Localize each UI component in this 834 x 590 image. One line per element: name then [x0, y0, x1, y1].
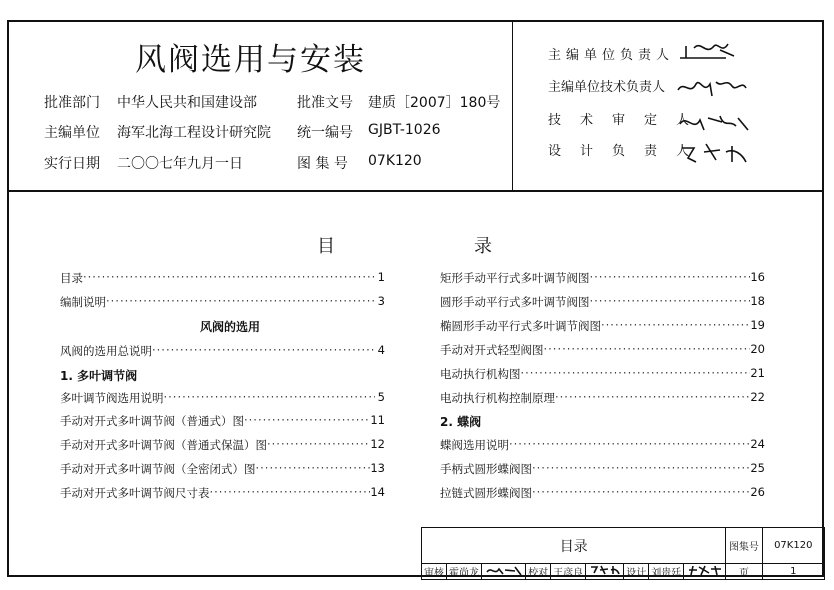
approval-dept: 中华人民共和国建设部: [117, 95, 257, 111]
toc-section-heading: 2. 蝶阀: [440, 415, 482, 429]
toc-entry[interactable]: [60, 461, 385, 477]
leader-dots: [164, 390, 376, 406]
designer-signature: [684, 564, 726, 580]
reviewer-signature: [482, 564, 526, 580]
leader-dots: [244, 413, 370, 429]
toc-heading: 录: [474, 236, 492, 257]
unified-no-label: 统一编号: [297, 125, 353, 141]
atlas-no: 07K120: [368, 153, 422, 169]
toc-entry-label: 矩形手动平行式多叶调节阀图: [440, 271, 590, 285]
toc-entry-label: 手动对开式多叶调节阀（全密闭式）图: [60, 462, 256, 476]
toc-entry-label: 手动对开式多叶调节阀（普通式保温）图: [60, 438, 267, 452]
toc-entry-page: 19: [750, 318, 765, 332]
toc-entry-label: 电动执行机构控制原理: [440, 391, 555, 405]
toc-entry[interactable]: [440, 390, 765, 406]
effective-date: 二〇〇七年九月一日: [117, 156, 243, 172]
toc-entry-label: 圆形手动平行式多叶调节阀图: [440, 295, 590, 309]
reviewer: 霍尚龙: [447, 564, 482, 580]
toc-entry[interactable]: [440, 318, 765, 334]
editor-unit: 海军北海工程设计研究院: [117, 125, 271, 141]
unified-no: GJBT-1026: [368, 122, 441, 138]
signatory-role: 技术审定人: [548, 113, 709, 128]
toc-entry[interactable]: [60, 485, 385, 501]
review-label: 审核: [422, 564, 447, 580]
toc-heading: 目: [317, 236, 335, 257]
toc-entry-page: 20: [750, 342, 765, 356]
toc-entry-page: 12: [370, 437, 385, 451]
toc-entry-page: 5: [377, 390, 385, 404]
toc-entry[interactable]: [60, 413, 385, 429]
toc-entry[interactable]: [60, 437, 385, 453]
toc-entry-page: 16: [750, 270, 765, 284]
toc-entry-page: 26: [750, 485, 765, 499]
leader-dots: [83, 270, 375, 286]
toc-entry-label: 手动对开式多叶调节阀尺寸表: [60, 486, 210, 500]
toc-entry[interactable]: [60, 390, 385, 406]
atlas-no-label: 图 集 号: [297, 156, 348, 172]
check-label: 校对: [526, 564, 551, 580]
leader-dots: [521, 366, 751, 382]
approval-doc: 建质［2007］180号: [368, 95, 501, 111]
toc-entry-page: 18: [750, 294, 765, 308]
atlas-title: 风阀选用与安装: [135, 42, 366, 78]
checker-signature: [586, 564, 624, 580]
leader-dots: [267, 437, 370, 453]
toc-entry-page: 3: [377, 294, 385, 308]
toc-entry[interactable]: [440, 294, 765, 310]
toc-entry-label: 多叶调节阀选用说明: [60, 391, 164, 405]
header-vertical-divider: [512, 20, 513, 191]
toc-entry[interactable]: [60, 294, 385, 310]
toc-entry-label: 电动执行机构图: [440, 367, 521, 381]
toc-entry[interactable]: [440, 270, 765, 286]
toc-entry[interactable]: [440, 461, 765, 477]
toc-entry-page: 11: [370, 413, 385, 427]
toc-entry-label: 手动对开式轻型阀图: [440, 343, 544, 357]
leader-dots: [590, 270, 751, 286]
approval-dept-label: 批准部门: [44, 95, 100, 111]
design-label: 设计: [624, 564, 649, 580]
effective-date-label: 实行日期: [44, 156, 100, 172]
toc-entry[interactable]: [440, 342, 765, 358]
toc-entry[interactable]: [440, 437, 765, 453]
toc-entry-label: 手柄式圆形蝶阀图: [440, 462, 532, 476]
signatures: [676, 36, 766, 166]
leader-dots: [601, 318, 750, 334]
leader-dots: [590, 294, 751, 310]
toc-entry-page: 14: [370, 485, 385, 499]
leader-dots: [256, 461, 371, 477]
leader-dots: [544, 342, 751, 358]
toc-entry-label: 编制说明: [60, 295, 106, 309]
signatory-role: 主编单位技术负责人: [548, 80, 666, 95]
leader-dots: [210, 485, 371, 501]
toc-entry-page: 24: [750, 437, 765, 451]
leader-dots: [152, 343, 375, 359]
toc-section-heading: 风阀的选用: [200, 320, 261, 334]
signatory-role: 设计负责人: [548, 144, 709, 159]
toc-entry[interactable]: [60, 270, 385, 286]
toc-entry[interactable]: [440, 366, 765, 382]
toc-entry-page: 21: [750, 366, 765, 380]
approval-doc-label: 批准文号: [297, 95, 353, 111]
leader-dots: [555, 390, 750, 406]
title-block: [421, 527, 825, 580]
toc-entry-page: 22: [750, 390, 765, 404]
editor-unit-label: 主编单位: [44, 125, 100, 141]
leader-dots: [532, 485, 750, 501]
leader-dots: [106, 294, 375, 310]
toc-section-heading: 1. 多叶调节阀: [60, 369, 138, 383]
signatory-role: 主编单位负责人: [548, 48, 675, 63]
leader-dots: [532, 461, 750, 477]
toc-entry[interactable]: [60, 343, 385, 359]
page-value: 1: [762, 564, 825, 580]
checker: 王彦良: [551, 564, 586, 580]
toc-entry-label: 风阀的选用总说明: [60, 344, 152, 358]
toc-entry-page: 4: [377, 343, 385, 357]
toc-entry-page: 25: [750, 461, 765, 475]
title-block-name: 目录: [422, 528, 726, 564]
leader-dots: [509, 437, 750, 453]
toc-entry-page: 13: [370, 461, 385, 475]
toc-entry-label: 目录: [60, 271, 83, 285]
atlas-label: 图集号: [726, 528, 762, 564]
toc-entry-label: 椭圆形手动平行式多叶调节阀图: [440, 319, 601, 333]
toc-entry-label: 蝶阀选用说明: [440, 438, 509, 452]
toc-entry-label: 手动对开式多叶调节阀（普通式）图: [60, 414, 244, 428]
toc-entry-label: 拉链式圆形蝶阀图: [440, 486, 532, 500]
atlas-value: 07K120: [762, 528, 825, 564]
toc-entry[interactable]: [440, 485, 765, 501]
designer: 刘贵廷: [649, 564, 684, 580]
toc-entry-page: 1: [377, 270, 385, 284]
header-divider: [7, 190, 824, 192]
page-label: 页: [726, 564, 762, 580]
